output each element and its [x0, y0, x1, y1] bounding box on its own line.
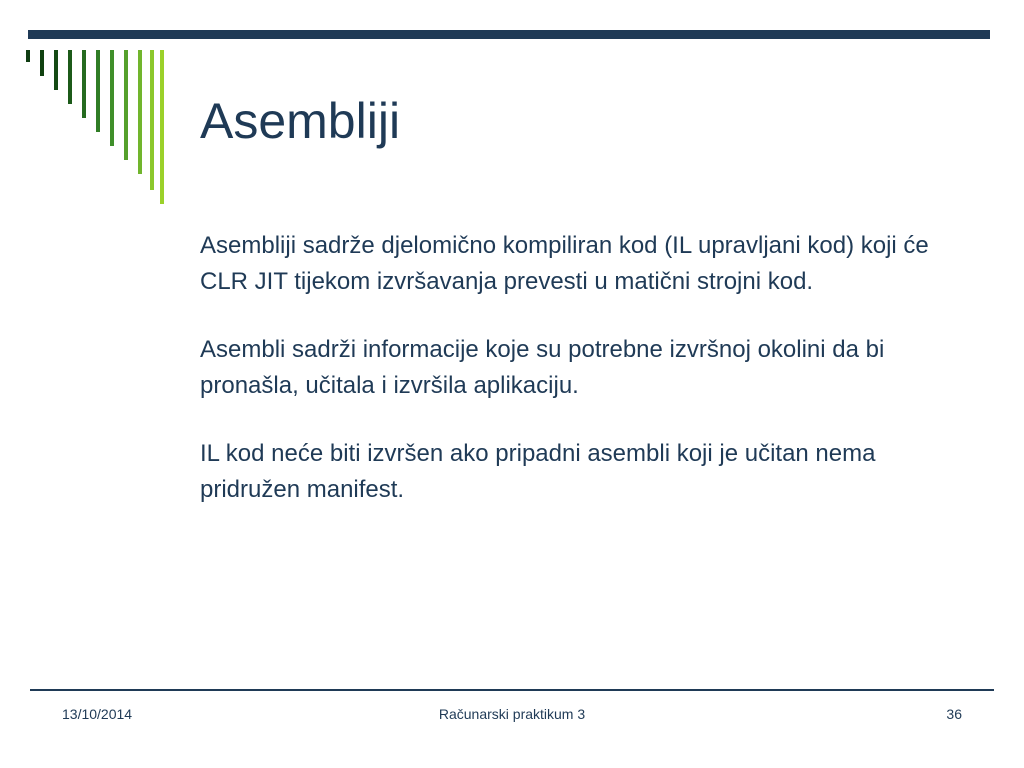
stripe	[138, 50, 142, 174]
stripe	[110, 50, 114, 146]
stripe	[68, 50, 72, 104]
footer-date: 13/10/2014	[62, 706, 133, 722]
paragraph: Asembliji sadrže djelomično kompiliran kod (IL upravljani kod) koji će CLR JIT tijekom izvršavanja prevesti u matični strojni kod.	[200, 232, 929, 295]
stripe	[150, 50, 154, 190]
stripe	[54, 50, 58, 90]
footer-divider	[30, 689, 994, 691]
slide-title: Asembliji	[200, 93, 401, 149]
footer-course-title: Računarski praktikum 3	[438, 706, 586, 722]
footer-page-number: 36	[946, 706, 962, 722]
stripe	[26, 50, 30, 62]
stripe	[160, 50, 164, 204]
stripe	[40, 50, 44, 76]
decorative-stripes	[0, 0, 180, 220]
stripe	[96, 50, 100, 132]
paragraph: Asembli sadrži informacije koje su potrebne izvršnoj okolini da bi pronašla, učitala i izvršila aplikaciju.	[200, 336, 885, 399]
stripe	[124, 50, 128, 160]
paragraph: IL kod neće biti izvršen ako pripadni asembli koji je učitan nema pridružen manifest.	[200, 440, 876, 503]
stripe	[82, 50, 86, 118]
slide-body	[200, 228, 960, 540]
